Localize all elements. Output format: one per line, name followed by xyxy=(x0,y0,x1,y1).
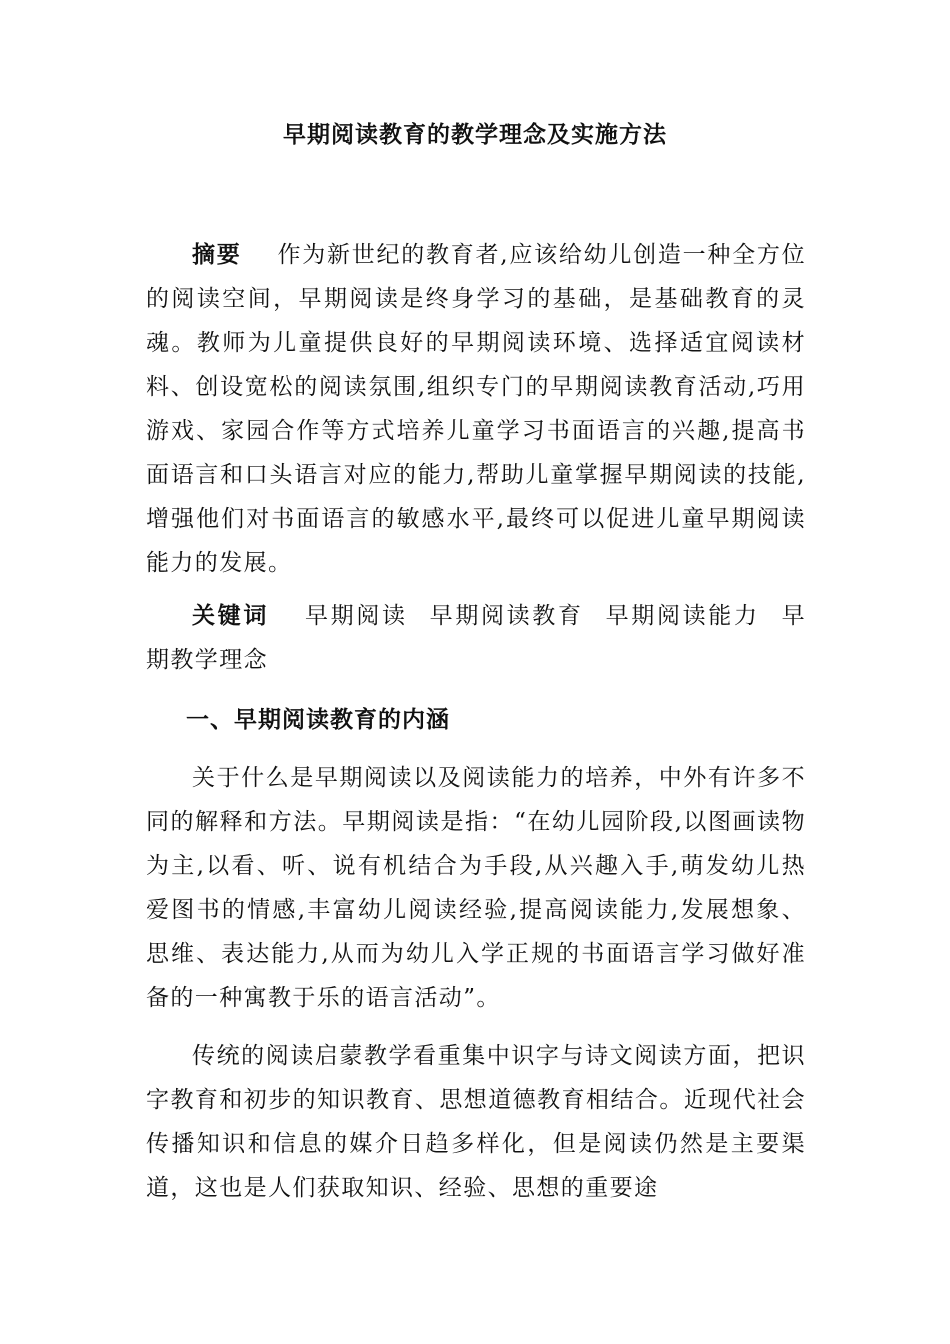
body-paragraph: 传统的阅读启蒙教学看重集中识字与诗文阅读方面，把识字教育和初步的知识教育、思想道德教育相结合。近现代社会传播知识和信息的媒介日趋多样化，但是阅读仍然是主要渠道，这也是人们获取知识、经验、思想的重要途 xyxy=(146,1043,806,1201)
abstract-text: 作为新世纪的教育者,应该给幼儿创造一种全方位的阅读空间，早期阅读是终身学习的基础，是基础教育的灵魂。教师为儿童提供良好的早期阅读环境、选择适宜阅读材料、创设宽松的阅读氛围,组织专门的早期阅读教育活动,巧用游戏、家园合作等方式培养儿童学习书面语言的兴趣,提高书面语言和口头语言对应的能力,帮助儿童掌握早期阅读的技能,增强他们对书面语言的敏感水平,最终可以促进儿童早期阅读能力的发展。 xyxy=(146,242,806,576)
abstract-label: 摘要 xyxy=(192,241,242,268)
body-paragraph: 关于什么是早期阅读以及阅读能力的培养，中外有许多不同的解释和方法。早期阅读是指：“在幼儿园阶段,以图画读物为主,以看、听、说有机结合为手段,从兴趣入手,萌发幼儿热爱图书的情感,丰富幼儿阅读经验,提高阅读能力,发展想象、思维、表达能力,从而为幼儿入学正规的书面语言学习做好准备的一种寓教于乐的语言活动”。 xyxy=(146,765,806,1011)
keywords-label: 关键词 xyxy=(192,602,269,629)
keyword-item: 早期阅读 xyxy=(305,603,408,629)
document-title: 早期阅读教育的教学理念及实施方法 xyxy=(283,121,667,148)
keywords-paragraph xyxy=(146,594,806,682)
keyword-item: 早期教学理念 xyxy=(146,603,807,673)
abstract-paragraph xyxy=(146,233,806,585)
keyword-item: 早期阅读能力 xyxy=(605,603,760,629)
keyword-item: 早期阅读教育 xyxy=(429,603,584,629)
section-heading: 一、早期阅读教育的内涵 xyxy=(186,706,450,733)
